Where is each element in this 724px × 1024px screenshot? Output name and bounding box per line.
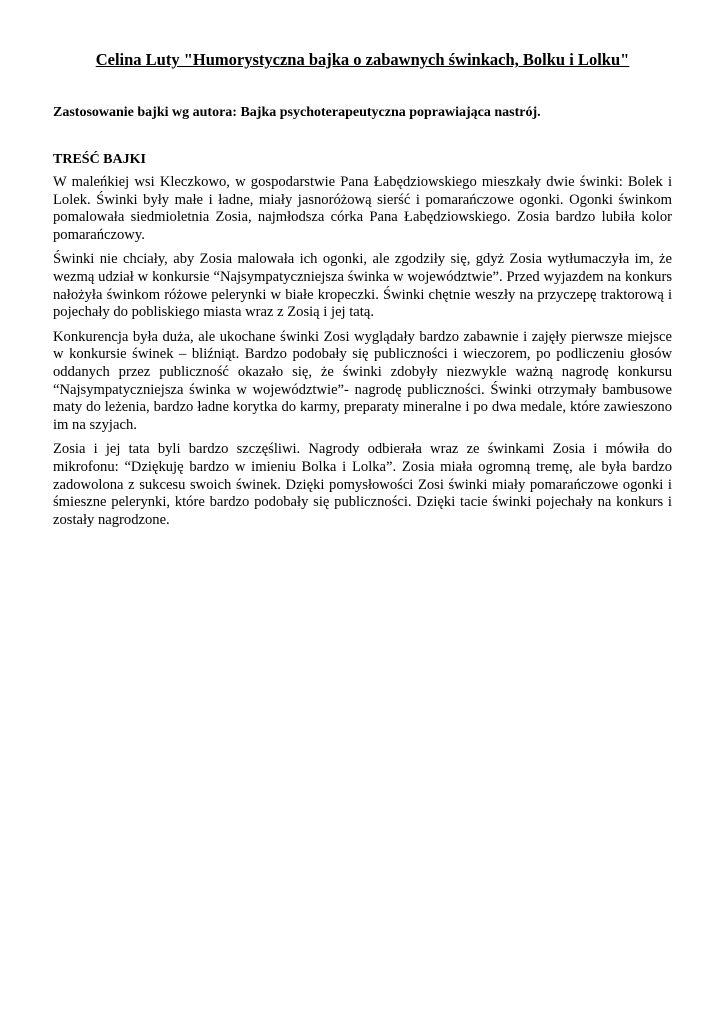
document-title: Celina Luty "Humorystyczna bajka o zabawnych świnkach, Bolku i Lolku" — [95, 50, 630, 69]
story-paragraph: Zosia i jej tata byli bardzo szczęśliwi. Nagrody odbierała wraz ze świnkami Zosia i mówiła do mikrofonu: “Dziękuję bardzo w imieniu Bolka i Lolka”. Zosia miała ogromną tremę, ale była bardzo zadowolona z sukcesu swoich świnek. Dzięki pomysłowości Zosi świnki miały pomarańczowe ogonki i śmieszne pelerynki, które bardzo podobały się publiczności. Dzięki tacie świnki pojechały na konkurs i zostały nagrodzone. — [53, 441, 672, 528]
story-paragraph: Świnki nie chciały, aby Zosia malowała ich ogonki, ale zgodziły się, gdyż Zosia wytłumaczyła im, że wezmą udział w konkursie “Najsympatyczniejsza świnka w województwie”. Przed wyjazdem na konkurs nałożyła świnkom różowe pelerynki w białe kropeczki. Świnki chętnie weszły na przyczepę traktorową i pojechały do pobliskiego miasta wraz z Zosią i jej tatą. — [53, 251, 672, 321]
story-paragraph: W maleńkiej wsi Kleczkowo, w gospodarstwie Pana Łabędziowskiego mieszkały dwie świnki: Bolek i Lolek. Świnki były małe i ładne, miały jasnoróżową sierść i pomarańczowe ogonki. Ogonki świnkom pomalowała siedmioletnia Zosia, najmłodsza córka Pana Łabędziowskiego. Zosia bardzo lubiła kolor pomarańczowy. — [53, 174, 672, 243]
story-paragraph: Konkurencja była duża, ale ukochane świnki Zosi wyglądały bardzo zabawnie i zajęły pierwsze miejsce w konkursie świnek – bliźniąt. Bardzo podobały się publiczności i wieczorem, po podliczeniu głosów oddanych przez publiczność okazało się, że świnki zdobyły niezwykle ważną nagrodę konkursu “Najsympatyczniejsza świnka w województwie”- nagrodę publiczności. Świnki otrzymały bambusowe maty do leżenia, bardzo ładne korytka do karmy, preparaty mineralne i po dwa medale, które zawieszono im na szyjach. — [53, 328, 672, 433]
application-note: Zastosowanie bajki wg autora: Bajka psychoterapeutyczna poprawiająca nastrój. — [53, 105, 541, 120]
section-heading: TREŚĆ BAJKI — [53, 152, 146, 167]
story-content — [53, 174, 672, 536]
